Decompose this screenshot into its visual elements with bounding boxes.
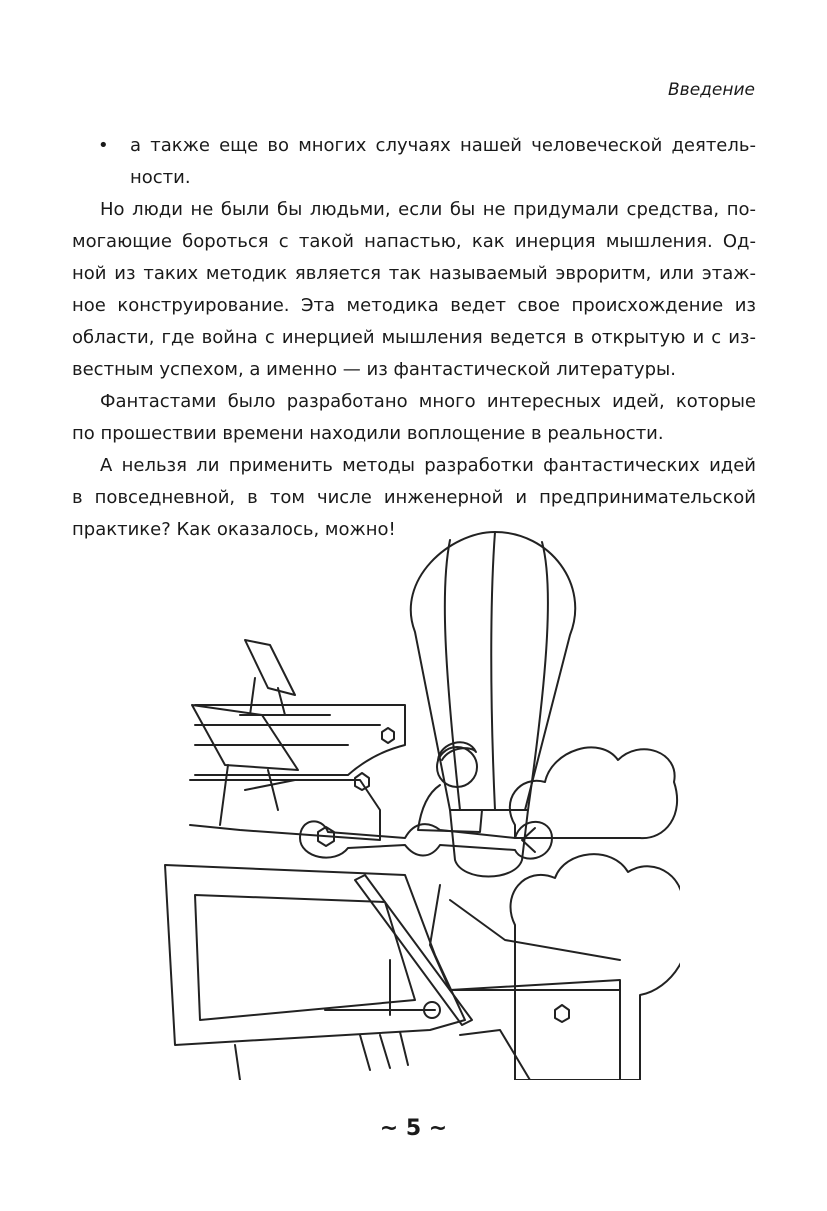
balloon-seam: [491, 532, 495, 810]
terrace-upper-edge: [195, 725, 380, 745]
body-text: [72, 130, 756, 546]
paragraph-line: области, где война с инерцией мышления ведется в открытую и с из-: [72, 327, 756, 348]
balloon-basket: [450, 810, 528, 877]
nut-icon: [382, 728, 394, 743]
drafting-board-top: [245, 640, 295, 695]
platform-foreground-edge: [450, 900, 620, 990]
balloon-seam: [445, 540, 460, 810]
paragraph-line: по прошествии времени находили воплощение в реальности.: [72, 423, 664, 444]
paragraph-line: ной из таких методик является так называемый эвроритм, или этаж-: [72, 263, 756, 284]
illustration: [150, 520, 680, 1080]
paragraph-line: Фантастами было разработано много интересных идей, которые: [100, 391, 756, 412]
paragraph-line: практике? Как оказалось, можно!: [72, 519, 396, 540]
bullet-item: [72, 130, 756, 162]
bullet-mark: •: [98, 135, 109, 156]
paragraph-line: ное конструирование. Эта методика ведет свое происхождение из: [72, 295, 756, 316]
drafting-board-top-stand: [240, 678, 330, 715]
bullet-line: ности.: [130, 167, 191, 188]
paragraph-line: в повседневной, в том числе инженерной и предпринимательской: [72, 487, 756, 508]
nut-icon: [555, 1005, 569, 1022]
platform-foreground: [430, 885, 620, 1080]
cloud-lower: [511, 854, 680, 1080]
paragraph-line: вестным успехом, а именно — из фантастической литературы.: [72, 359, 676, 380]
terrace-middle: [190, 780, 380, 840]
paragraph-line: А нельзя ли применить методы разработки фантастических идей: [100, 455, 756, 476]
balloon-seam: [528, 542, 548, 810]
bullet-line: а также еще во многих случаях нашей человеческой деятель-: [130, 135, 756, 156]
running-head: Введение: [668, 80, 755, 100]
page-number: ~ 5 ~: [379, 1116, 448, 1141]
paragraph-line: Но люди не были бы людьми, если бы не придумали средства, по-: [100, 199, 756, 220]
drafting-board-inner: [195, 895, 415, 1020]
drafting-board-large: [165, 865, 465, 1045]
paragraph-line: могающие бороться с такой напастью, как инерция мышления. Од-: [72, 231, 756, 252]
